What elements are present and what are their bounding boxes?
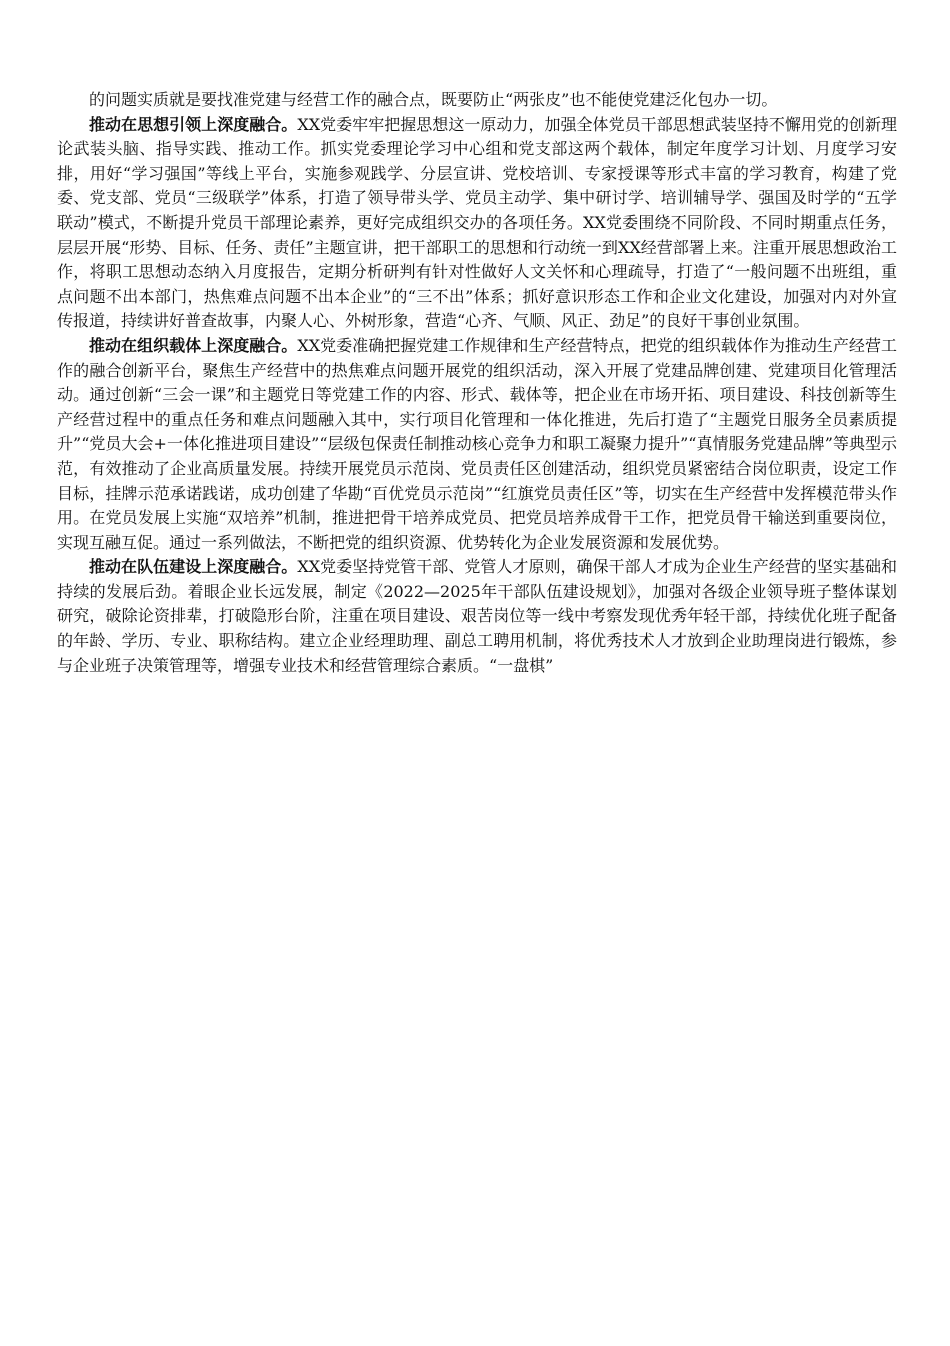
paragraph-text: 的问题实质就是要找准党建与经营工作的融合点，既要防止“两张皮”也不能使党建泛化包办一切。	[89, 90, 778, 109]
paragraph-team-building	[57, 555, 897, 678]
paragraph-heading: 推动在队伍建设上深度融合。	[89, 557, 298, 577]
paragraph-heading: 推动在思想引领上深度融合。	[89, 114, 298, 134]
paragraph-text: XX党委坚持党管干部、党管人才原则，确保干部人才成为企业生产经营的坚实基础和持续的发展后劲。着眼企业长远发展，制定《2022—2025年干部队伍建设规划》，加强对各级企业领导班子整体谋划研究，破除论资排辈，打破隐形台阶，注重在项目建设、艰苦岗位等一线中考察发现优秀年轻干部，持续优化班子配备的年龄、学历、专业、职称结构。建立企业经理助理、副总工聘用机制，将优秀技术人才放到企业助理岗进行锻炼，参与企业班子决策管理等，增强专业技术和经营管理综合素质。“一盘棋”	[57, 557, 897, 675]
paragraph-text: XX党委准确把握党建工作规律和生产经营特点，把党的组织载体作为推动生产经营工作的融合创新平台，聚焦生产经营中的热焦难点问题开展党的组织活动，深入开展了党建品牌创建、党建项目化管理活动。通过创新“三会一课”和主题党日等党建工作的内容、形式、载体等，把企业在市场开拓、项目建设、科技创新等生产经营过程中的重点任务和难点问题融入其中，实行项目化管理和一体化推进，先后打造了“主题党日服务全员素质提升”“党员大会+一体化推进项目建设”“层级包保责任制推动核心竞争力和职工凝聚力提升”“真情服务党建品牌”等典型示范，有效推动了企业高质量发展。持续开展党员示范岗、党员责任区创建活动，组织党员紧密结合岗位职责，设定工作目标，挂牌示范承诺践诺，成功创建了华勘“百优党员示范岗”“红旗党员责任区”等，切实在生产经营中发挥模范带头作用。在党员发展上实施“双培养”机制，推进把骨干培养成党员、把党员培养成骨干工作，把党员骨干输送到重要岗位，实现互融互促。通过一系列做法，不断把党的组织资源、优势转化为企业发展资源和发展优势。	[57, 335, 897, 552]
paragraph-intro	[57, 88, 897, 113]
document-page	[57, 88, 897, 678]
paragraph-heading: 推动在组织载体上深度融合。	[89, 335, 298, 355]
paragraph-organizational-carrier	[57, 334, 897, 555]
paragraph-text: XX党委牢牢把握思想这一原动力，加强全体党员干部思想武装坚持不懈用党的创新理论武装头脑、指导实践、推动工作。抓实党委理论学习中心组和党支部这两个载体，制定年度学习计划、月度学习安排，用好“学习强国”等线上平台，实施参观践学、分层宣讲、党校培训、专家授课等形式丰富的学习教育，构建了党委、党支部、党员“三级联学”体系，打造了领导带头学、党员主动学、集中研讨学、培训辅导学、强国及时学的“五学联动”模式，不断提升党员干部理论素养，更好完成组织交办的各项任务。XX党委围绕不同阶段、不同时期重点任务，层层开展“形势、目标、任务、责任”主题宣讲，把干部职工的思想和行动统一到XX经营部署上来。注重开展思想政治工作，将职工思想动态纳入月度报告，定期分析研判有针对性做好人文关怀和心理疏导，打造了“一般问题不出班组，重点问题不出本部门，热焦难点问题不出本企业”的“三不出”体系；抓好意识形态工作和企业文化建设，加强对内对外宣传报道，持续讲好普查故事，内聚人心、外树形象，营造“心齐、气顺、风正、劲足”的良好干事创业氛围。	[57, 114, 897, 331]
paragraph-ideological-guidance	[57, 113, 897, 334]
